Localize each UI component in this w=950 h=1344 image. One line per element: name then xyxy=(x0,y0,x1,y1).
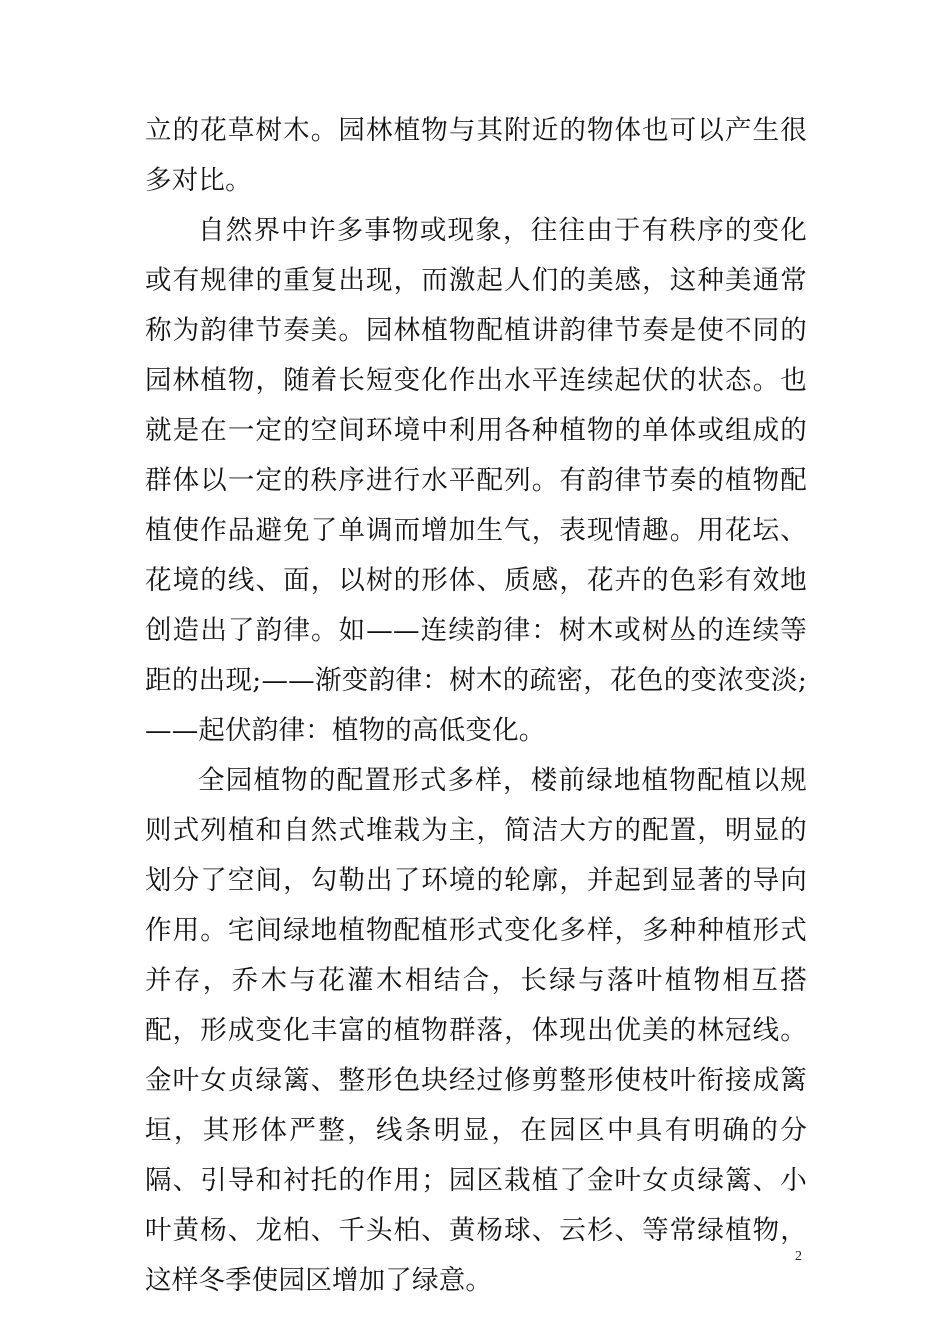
paragraph-3: 全园植物的配置形式多样，楼前绿地植物配植以规则式列植和自然式堆栽为主，简洁大方的配置，明显的划分了空间，勾勒出了环境的轮廓，并起到显著的导向作用。宅间绿地植物配植形式变化多样，多种种植形式并存，乔木与花灌木相结合，长绿与落叶植物相互搭配，形成变化丰富的植物群落，体现出优美的林冠线。金叶女贞绿篱、整形色块经过修剪整形使枝叶衔接成篱垣，其形体严整，线条明显，在园区中具有明确的分隔、引导和衬托的作用；园区栽植了金叶女贞绿篱、小叶黄杨、龙柏、千头柏、黄杨球、云杉、等常绿植物，这样冬季使园区增加了绿意。 xyxy=(145,765,807,1296)
page-number: 2 xyxy=(795,1249,802,1264)
paragraph-2: 自然界中许多事物或现象，往往由于有秩序的变化或有规律的重复出现，而激起人们的美感，这种美通常称为韵律节奏美。园林植物配植讲韵律节奏是使不同的园林植物，随着长短变化作出水平连续起伏的状态。也就是在一定的空间环境中利用各种植物的单体或组成的群体以一定的秩序进行水平配列。有韵律节奏的植物配植使作品避免了单调而增加生气，表现情趣。用花坛、花境的线、面，以树的形体、质感，花卉的色彩有效地创造出了韵律。如——连续韵律：树木或树丛的连续等距的出现;——渐变韵律：树木的疏密，花色的变浓变淡;——起伏韵律：植物的高低变化。 xyxy=(145,215,807,746)
paragraph-1: 立的花草树木。园林植物与其附近的物体也可以产生很多对比。 xyxy=(145,115,807,196)
document-body xyxy=(145,106,807,1306)
